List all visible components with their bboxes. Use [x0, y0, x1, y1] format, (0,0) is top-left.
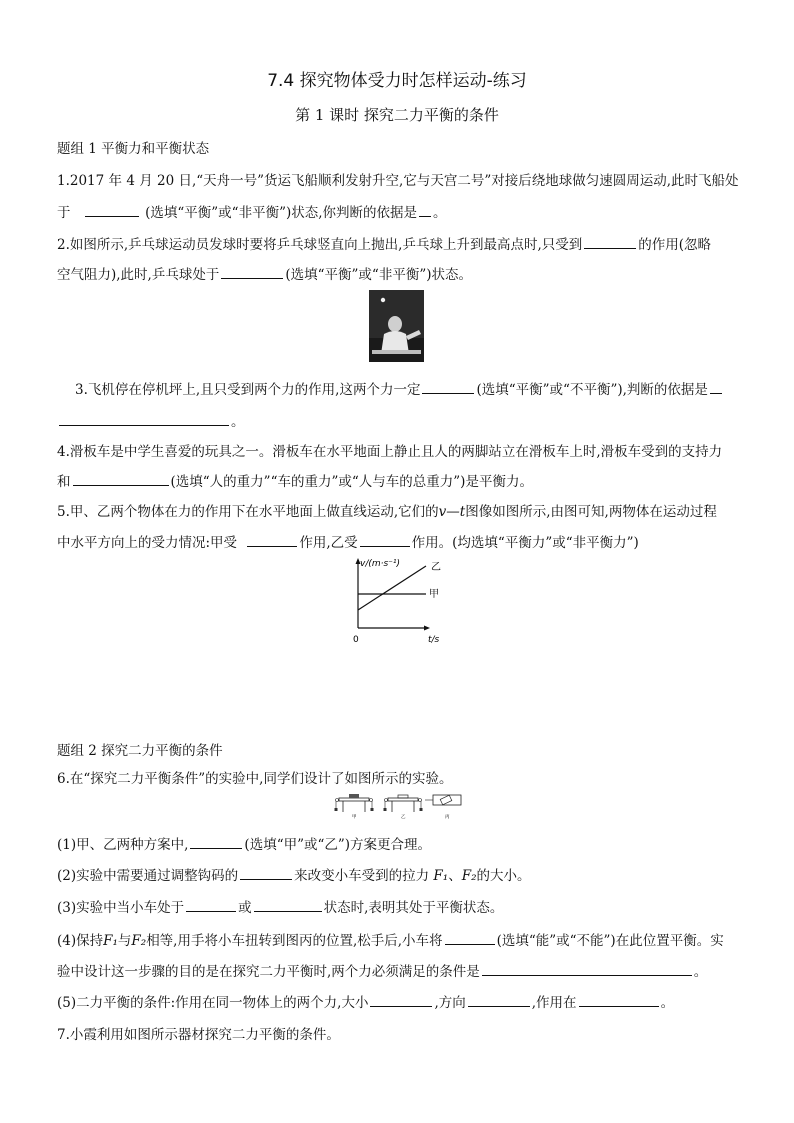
- q2-line2: [57, 263, 472, 283]
- q6-p5-text-a: (5)二力平衡的条件:作用在同一物体上的两个力,大小: [57, 995, 369, 1011]
- group2-heading: 题组 2 探究二力平衡的条件: [57, 743, 223, 759]
- q6-p5-text-d: 。: [660, 995, 675, 1011]
- q4-blank-1[interactable]: [73, 473, 169, 486]
- q5-line2: [57, 531, 639, 551]
- q3-text-a: 3.飞机停在停机坪上,且只受到两个力的作用,这两个力一定: [75, 382, 421, 398]
- experiment-figures: [333, 790, 463, 820]
- y-axis-label: v/(m·s⁻¹): [360, 559, 401, 569]
- q2-text-a: 2.如图所示,乒乓球运动员发球时要将乒乓球竖直向上抛出,乒乓球上升到最高点时,只受到: [57, 237, 583, 253]
- q3-blank-2[interactable]: [710, 381, 722, 394]
- q3-blank-3[interactable]: [59, 413, 229, 426]
- q1-blank-2[interactable]: [419, 204, 431, 217]
- figure-yi: [384, 795, 423, 812]
- q6-p3-text-b: 或: [238, 900, 252, 916]
- q2-text-c: 空气阻力),此时,乒乓球处于: [57, 267, 220, 283]
- q6-p2-blank[interactable]: [240, 867, 292, 880]
- q5-vt-symbol: v—t: [438, 504, 466, 520]
- q5-line1: [57, 500, 717, 520]
- q3-text-c: 。: [231, 414, 245, 430]
- origin-label: 0: [353, 635, 359, 644]
- q4-text-a: 和: [57, 474, 71, 490]
- q5-text-e: 作用。(均选填“平衡力”或“非平衡力”): [411, 535, 639, 551]
- q6-p5-blank-3[interactable]: [579, 994, 659, 1007]
- q6-part2: [57, 864, 530, 884]
- q6-p4-f2: F₂: [131, 933, 147, 949]
- q5-text-d: 作用,乙受: [299, 535, 358, 551]
- label-jia: 甲: [429, 589, 439, 600]
- q6-p2-sep: 、: [448, 868, 462, 884]
- q6-p1-text-a: (1)甲、乙两种方案中,: [57, 837, 189, 853]
- q1-text-c: 。: [433, 205, 447, 221]
- q6-p5-text-c: ,作用在: [531, 995, 577, 1011]
- q1-text-a: 于: [57, 205, 71, 221]
- label-yi: 乙: [431, 562, 441, 573]
- q6-p5-blank-2[interactable]: [468, 994, 530, 1007]
- q6-p2-f2: F₂: [461, 868, 477, 884]
- q2-text-d: (选填“平衡”或“非平衡”)状态。: [285, 267, 472, 283]
- q6-part3: [57, 896, 503, 916]
- q1-text-b: (选填“平衡”或“非平衡”)状态,你判断的依据是: [145, 205, 418, 221]
- q6-part4-line2: [57, 960, 707, 980]
- q6-p3-text-c: 状态时,表明其处于平衡状态。: [323, 900, 504, 916]
- q6-part5: [57, 991, 674, 1011]
- q6-p1-blank[interactable]: [190, 836, 242, 849]
- q2-text-b: 的作用(忽略: [638, 237, 712, 253]
- q5-blank-2[interactable]: [360, 534, 410, 547]
- q6-p4-blank-2[interactable]: [482, 963, 692, 976]
- q6-part4-line1: [57, 929, 724, 949]
- q6-p3-text-a: (3)实验中当小车处于: [57, 900, 185, 916]
- x-axis-label: t/s: [428, 635, 440, 644]
- q5-text-c: 中水平方向上的受力情况:甲受: [57, 535, 238, 551]
- q7-intro: 7.小霞利用如图所示器材探究二力平衡的条件。: [57, 1027, 340, 1043]
- q6-p3-blank-2[interactable]: [254, 899, 322, 912]
- figure-jia: [335, 794, 374, 812]
- q6-p4-f1: F₁: [103, 933, 118, 949]
- q6-p3-blank-1[interactable]: [186, 899, 236, 912]
- lesson-subtitle: 第 1 课时 探究二力平衡的条件: [295, 106, 499, 124]
- x-axis-arrow: [424, 626, 430, 631]
- q3-line1: [75, 378, 724, 398]
- q6-p1-text-b: (选填“甲”或“乙”)方案更合理。: [244, 837, 432, 853]
- q6-p2-f1: F₁: [433, 868, 449, 884]
- figure-label-yi: 乙: [401, 815, 406, 820]
- q6-p4-mid: 与: [117, 933, 132, 949]
- table-tennis-photo: [369, 290, 424, 362]
- q6-p4-text-c: (选填“能”或“不能”)在此位置平衡。实: [496, 933, 724, 949]
- q3-blank-1[interactable]: [422, 381, 474, 394]
- q4-line2: [57, 470, 533, 490]
- group1-heading: 题组 1 平衡力和平衡状态: [57, 141, 210, 157]
- line-yi: [358, 566, 426, 610]
- q6-p2-text-c: 的大小。: [476, 868, 531, 884]
- q5-text-a: 5.甲、乙两个物体在力的作用下在水平地面上做直线运动,它们的: [57, 504, 439, 520]
- q3-line2: [57, 410, 245, 430]
- q6-p4-text-b: 相等,用手将小车扭转到图丙的位置,松手后,小车将: [146, 933, 443, 949]
- q6-p4-text-a: (4)保持: [57, 933, 104, 949]
- vt-graph: [340, 556, 460, 644]
- figure-bing: [425, 795, 461, 805]
- q2-line1: [57, 233, 711, 253]
- q6-p5-text-b: ,方向: [434, 995, 466, 1011]
- q2-blank-1[interactable]: [584, 236, 636, 249]
- q1-line2: [57, 201, 447, 221]
- q6-p4-blank-1[interactable]: [445, 932, 495, 945]
- q1-line1: 1.2017 年 4 月 20 日,“天舟一号”货运飞船顺利发射升空,它与天宫二号”对接后绕地球做匀速圆周运动,此时飞船处: [57, 173, 739, 189]
- q6-p2-text-a: (2)实验中需要通过调整钩码的: [57, 868, 239, 884]
- q6-p4-text-d: 验中设计这一步骤的目的是在探究二力平衡时,两个力必须满足的条件是: [57, 964, 480, 980]
- worksheet-title: 7.4 探究物体受力时怎样运动-练习: [267, 71, 527, 91]
- q6-p5-blank-1[interactable]: [370, 994, 432, 1007]
- q6-p4-text-e: 。: [693, 964, 708, 980]
- q4-text-b: (选填“人的重力”“车的重力”或“人与车的总重力”)是平衡力。: [170, 474, 533, 490]
- q5-text-b: 图像如图所示,由图可知,两物体在运动过程: [465, 504, 717, 520]
- q4-line1: 4.滑板车是中学生喜爱的玩具之一。滑板车在水平地面上静止且人的两脚站立在滑板车上时,滑板车受到的支持力: [57, 444, 723, 460]
- figure-label-bing: 丙: [445, 815, 450, 820]
- q3-text-b: (选填“平衡”或“不平衡”),判断的依据是: [476, 382, 708, 398]
- q6-intro: 6.在“探究二力平衡条件”的实验中,同学们设计了如图所示的实验。: [57, 771, 453, 787]
- q2-blank-2[interactable]: [221, 266, 283, 279]
- q5-blank-1[interactable]: [247, 534, 297, 547]
- q1-blank-1[interactable]: [85, 204, 139, 217]
- q6-part1: [57, 833, 431, 853]
- figure-label-jia: 甲: [352, 815, 357, 820]
- q6-p2-text-b: 来改变小车受到的拉力: [294, 868, 430, 884]
